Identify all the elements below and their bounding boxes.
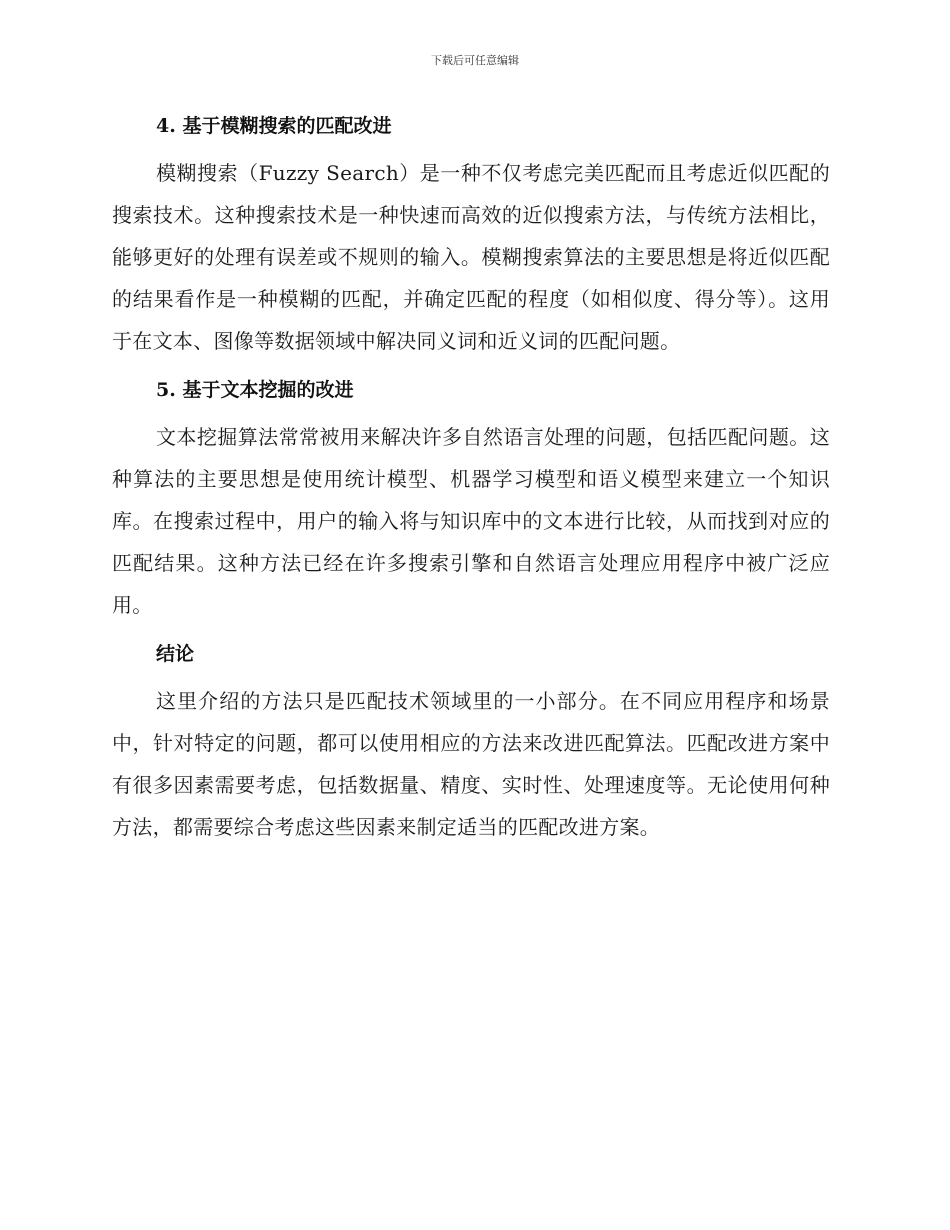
section-fuzzy-search xyxy=(112,110,830,374)
section-paragraph: 文本挖掘算法常常被用来解决许多自然语言处理的问题，包括匹配问题。这种算法的主要思想是使用统计模型、机器学习模型和语义模型来建立一个知识库。在搜索过程中，用户的输入将与知识库中的文本进行比较，从而找到对应的匹配结果。这种方法已经在许多搜索引擎和自然语言处理应用程序中被广泛应用。 xyxy=(112,425,830,617)
section-paragraph: 这里介绍的方法只是匹配技术领域里的一小部分。在不同应用程序和场景中，针对特定的问题，都可以使用相应的方法来改进匹配算法。匹配改进方案中有很多因素需要考虑，包括数据量、精度、实时性、处理速度等。无论使用何种方法，都需要综合考虑这些因素来制定适当的匹配改进方案。 xyxy=(112,689,830,839)
section-conclusion xyxy=(112,638,830,848)
section-heading: 4. 基于模糊搜索的匹配改进 xyxy=(156,115,392,137)
page-header-note: 下载后可任意编辑 xyxy=(431,54,519,67)
section-heading: 结论 xyxy=(156,643,195,665)
section-heading: 5. 基于文本挖掘的改进 xyxy=(156,379,354,401)
document-body xyxy=(112,110,830,848)
section-text-mining xyxy=(112,374,830,638)
section-paragraph: 模糊搜索（Fuzzy Search）是一种不仅考虑完美匹配而且考虑近似匹配的搜索技术。这种搜索技术是一种快速而高效的近似搜索方法，与传统方法相比，能够更好的处理有误差或不规则的输入。模糊搜索算法的主要思想是将近似匹配的结果看作是一种模糊的匹配，并确定匹配的程度（如相似度、得分等）。这用于在文本、图像等数据领域中解决同义词和近义词的匹配问题。 xyxy=(112,161,830,353)
